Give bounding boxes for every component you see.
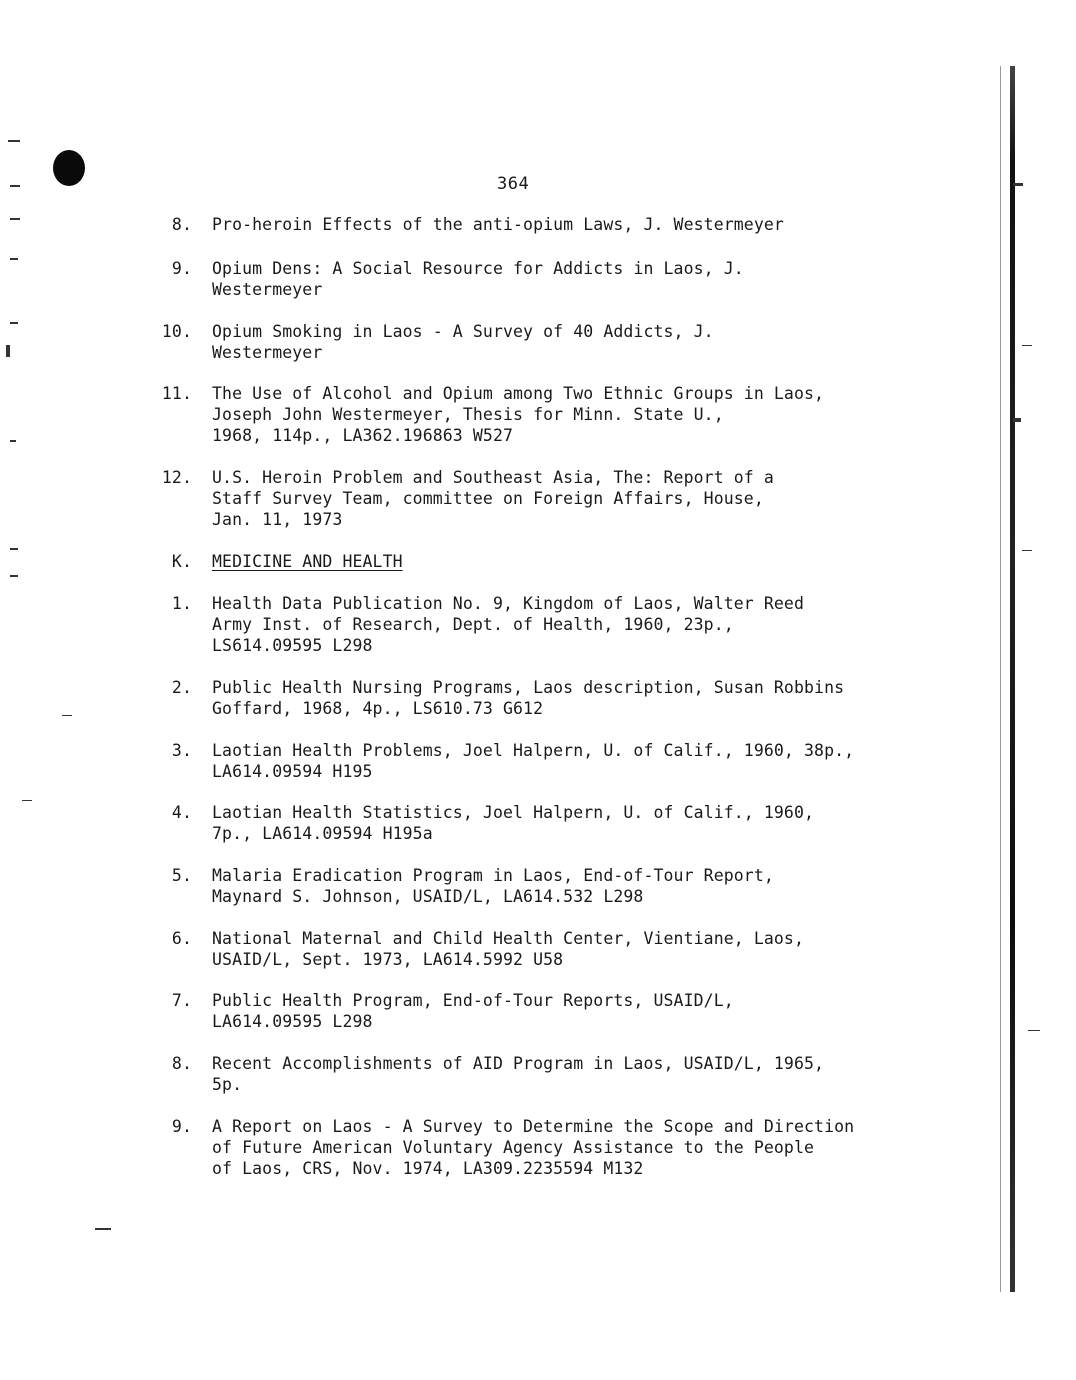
item-text: Opium Smoking in Laos - A Survey of 40 Addicts, J. Westermeyer [212,322,714,362]
item-number: 12. [161,468,192,487]
item-number: 3. [171,741,192,760]
punch-hole [53,150,85,186]
item-number: 5. [171,866,192,885]
right-margin-rule [1010,66,1015,1292]
item-number: 11. [161,384,192,403]
item-number: 8. [171,1054,192,1073]
item-text: Laotian Health Statistics, Joel Halpern, U. of Calif., 1960, 7p., LA614.09594 H195a [212,803,815,843]
item-text: Malaria Eradication Program in Laos, End-of-Tour Report, Maynard S. Johnson, USAID/L, LA614.532 L298 [212,866,774,906]
item-text: National Maternal and Child Health Center, Vientiane, Laos, USAID/L, Sept. 1973, LA614.5992 U58 [212,929,804,969]
item-text: Public Health Program, End-of-Tour Reports, USAID/L, LA614.09595 L298 [212,991,734,1031]
item-number: 9. [171,259,192,278]
item-number: 8. [171,215,192,234]
section-title: MEDICINE AND HEALTH [212,552,403,571]
item-number: 7. [171,991,192,1010]
item-number: 10. [161,322,192,341]
item-text: Opium Dens: A Social Resource for Addicts in Laos, J. Westermeyer [212,259,744,299]
item-text: U.S. Heroin Problem and Southeast Asia, The: Report of a Staff Survey Team, committee on Foreign Affairs, House, Jan. 11, 1973 [212,468,774,529]
item-text: Pro-heroin Effects of the anti-opium Laws, J. Westermeyer [212,215,784,234]
item-number: 1. [171,594,192,613]
right-margin-rule-thin [1000,66,1001,1292]
item-number: 6. [171,929,192,948]
item-text: Recent Accomplishments of AID Program in Laos, USAID/L, 1965, 5p. [212,1054,825,1094]
item-text: Laotian Health Problems, Joel Halpern, U. of Calif., 1960, 38p., LA614.09594 H195 [212,741,855,781]
item-text: The Use of Alcohol and Opium among Two Ethnic Groups in Laos, Joseph John Westermeyer, Thesis for Minn. State U., 1968, 114p., LA362.196863 W527 [212,384,825,445]
item-number: 2. [171,678,192,697]
item-number: 4. [171,803,192,822]
item-text: Public Health Nursing Programs, Laos description, Susan Robbins Goffard, 1968, 4p., LS610.73 G612 [212,678,845,718]
item-text: A Report on Laos - A Survey to Determine the Scope and Direction of Future American Voluntary Agency Assistance to the People of Laos, CRS, Nov. 1974, LA309.2235594 M132 [212,1117,855,1178]
section-letter: K. [171,552,192,571]
item-number: 9. [171,1117,192,1136]
page-number: 364 [497,174,530,194]
item-text: Health Data Publication No. 9, Kingdom of Laos, Walter Reed Army Inst. of Research, Dept. of Health, 1960, 23p., LS614.09595 L298 [212,594,804,655]
